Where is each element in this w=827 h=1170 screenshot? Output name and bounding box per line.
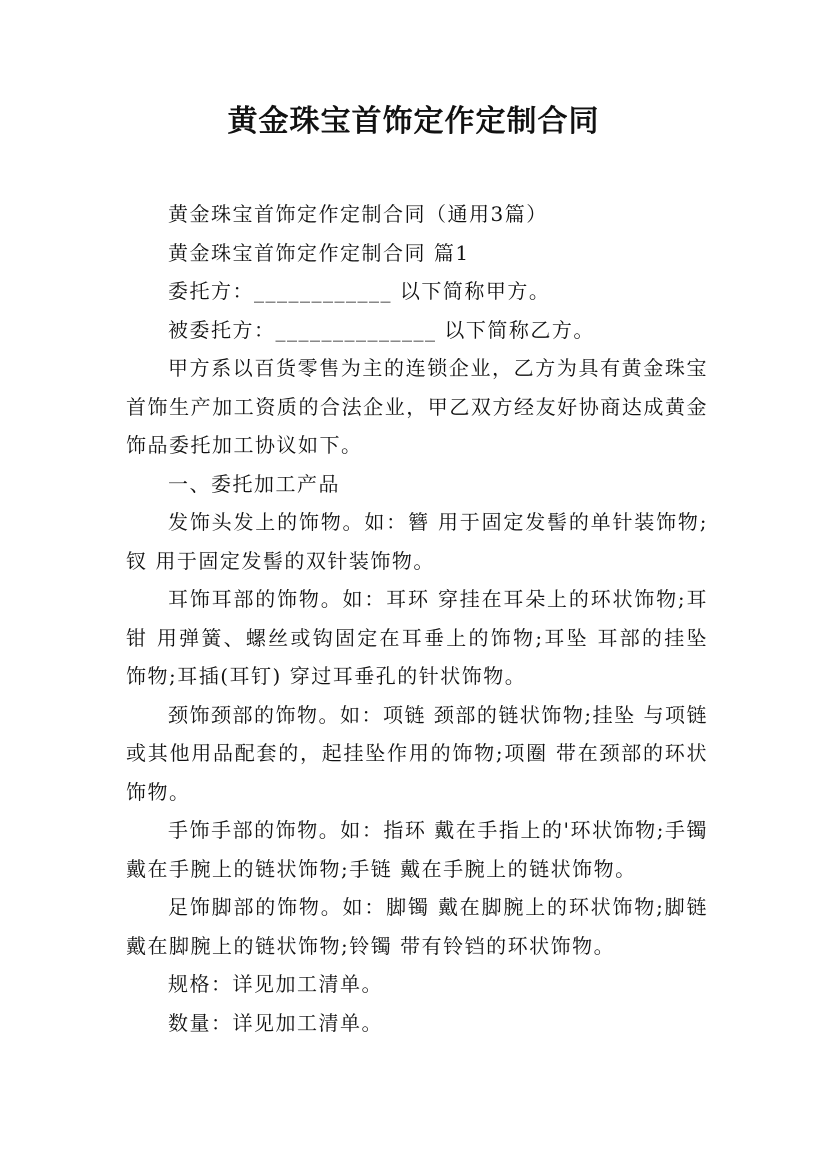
paragraph-agent: 被委托方：______________ 以下简称乙方。 bbox=[168, 317, 595, 342]
paragraph-foot-ornaments: 足饰脚部的饰物。如：脚镯 戴在脚腕上的环状饰物;脚链 戴在脚腕上的链状饰物;铃镯 带有铃铛的环状饰物。 bbox=[126, 895, 708, 958]
paragraph-subtitle: 黄金珠宝首饰定作定制合同（通用3篇） bbox=[168, 202, 548, 226]
paragraph-intro: 甲方系以百货零售为主的连锁企业，乙方为具有黄金珠宝首饰生产加工资质的合法企业，甲乙双方经友好协商达成黄金饰品委托加工协议如下。 bbox=[126, 356, 708, 457]
paragraph-hand-ornaments: 手饰手部的饰物。如：指环 戴在手指上的'环状饰物;手镯 戴在手腕上的链状饰物;手链 戴在手腕上的链状饰物。 bbox=[126, 818, 708, 881]
document-body bbox=[126, 195, 708, 1042]
paragraph-specification: 规格：详见加工清单。 bbox=[168, 972, 383, 996]
paragraph-section-heading: 黄金珠宝首饰定作定制合同 篇1 bbox=[168, 240, 470, 265]
document-title: 黄金珠宝首饰定作定制合同 bbox=[227, 104, 600, 139]
paragraph-neck-ornaments: 颈饰颈部的饰物。如：项链 颈部的链状饰物;挂坠 与项链或其他用品配套的，起挂坠作用的饰物;项圈 带在颈部的环状饰物。 bbox=[126, 702, 708, 804]
paragraph-ear-ornaments: 耳饰耳部的饰物。如：耳环 穿挂在耳朵上的环状饰物;耳钳 用弹簧、螺丝或钩固定在耳垂上的饰物;耳坠 耳部的挂坠饰物;耳插(耳钉) 穿过耳垂孔的针状饰物。 bbox=[126, 587, 708, 688]
paragraph-clause-heading: 一、委托加工产品 bbox=[168, 471, 340, 496]
paragraph-quantity: 数量：详见加工清单。 bbox=[168, 1010, 383, 1035]
paragraph-principal: 委托方：____________ 以下简称甲方。 bbox=[168, 279, 551, 303]
paragraph-hair-ornaments: 发饰头发上的饰物。如：簪 用于固定发髻的单针装饰物;钗 用于固定发髻的双针装饰物。 bbox=[126, 510, 708, 573]
